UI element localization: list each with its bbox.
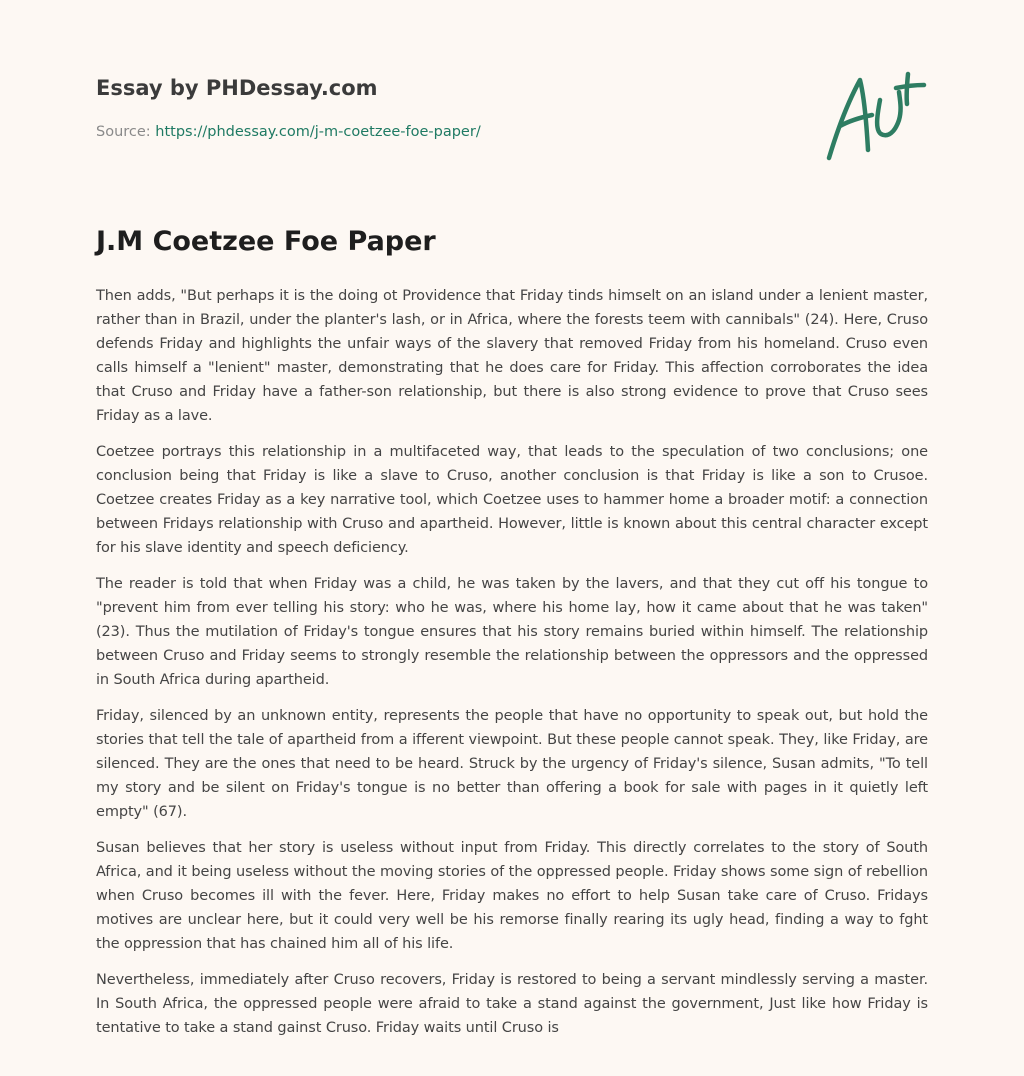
- source-label: Source:: [96, 124, 156, 140]
- essay-paragraph: Nevertheless, immediately after Cruso recovers, Friday is restored to being a servant mindlessly serving a master. In South Africa, the oppressed people were afraid to take a stand against the government, Just like how Friday is tentative to take a stand gainst Cruso. Friday waits until Cruso is: [96, 972, 928, 1036]
- essay-paragraph: Susan believes that her story is useless without input from Friday. This directly correlates to the story of South Africa, and it being useless without the moving stories of the oppressed people. Friday shows some sign of rebellion when Cruso becomes ill with the fever. Here, Friday makes no effort to help Susan take care of Cruso. Fridays motives are unclear here, but it could very well be his remorse finally rearing its ugly head, finding a way to fght the oppression that has chained him all of his life.: [96, 840, 928, 952]
- source-line: [96, 124, 481, 140]
- essay-paragraph: Coetzee portrays this relationship in a multifaceted way, that leads to the speculation of two conclusions; one conclusion being that Friday is like a slave to Cruso, another conclusion is that Friday is like a son to Crusoe. Coetzee creates Friday as a key narrative tool, which Coetzee uses to hammer home a broader motif: a connection between Fridays relationship with Cruso and apartheid. However, little is known about this central character except for his slave identity and speech deficiency.: [96, 444, 928, 556]
- source-link[interactable]: https://phdessay.com/j-m-coetzee-foe-paper/: [155, 124, 481, 140]
- essay-paragraph: Then adds, "But perhaps it is the doing ot Providence that Friday tinds himselt on an island under a lenient master, rather than in Brazil, under the planter's lash, or in Africa, where the forests teem with cannibals" (24). Here, Cruso defends Friday and highlights the unfair ways of the slavery that removed Friday from his homeland. Cruso even calls himself a "lenient" master, demonstrating that he does care for Friday. This affection corroborates the idea that Cruso and Friday have a father-son relationship, but there is also strong evidence to prove that Cruso sees Friday as a lave.: [96, 288, 928, 424]
- essay-paragraph: Friday, silenced by an unknown entity, represents the people that have no opportunity to speak out, but hold the stories that tell the tale of apartheid from a ifferent viewpoint. But these people cannot speak. They, like Friday, are silenced. They are the ones that need to be heard. Struck by the urgency of Friday's silence, Susan admits, "To tell my story and be silent on Friday's tongue is no better than offering a book for sale with pages in it quietly left empty" (67).: [96, 708, 928, 820]
- a-plus-grade-icon: [820, 66, 930, 166]
- site-brand: Essay by PHDessay.com: [96, 76, 378, 100]
- essay-paragraph: The reader is told that when Friday was a child, he was taken by the lavers, and that they cut off his tongue to "prevent him from ever telling his story: who he was, where his home lay, how it came about that he was taken" (23). Thus the mutilation of Friday's tongue ensures that his story remains buried within himself. The relationship between Cruso and Friday seems to strongly resemble the relationship between the oppressors and the oppressed in South Africa during apartheid.: [96, 576, 928, 688]
- essay-title: J.M Coetzee Foe Paper: [96, 226, 436, 257]
- essay-body: [96, 284, 928, 1052]
